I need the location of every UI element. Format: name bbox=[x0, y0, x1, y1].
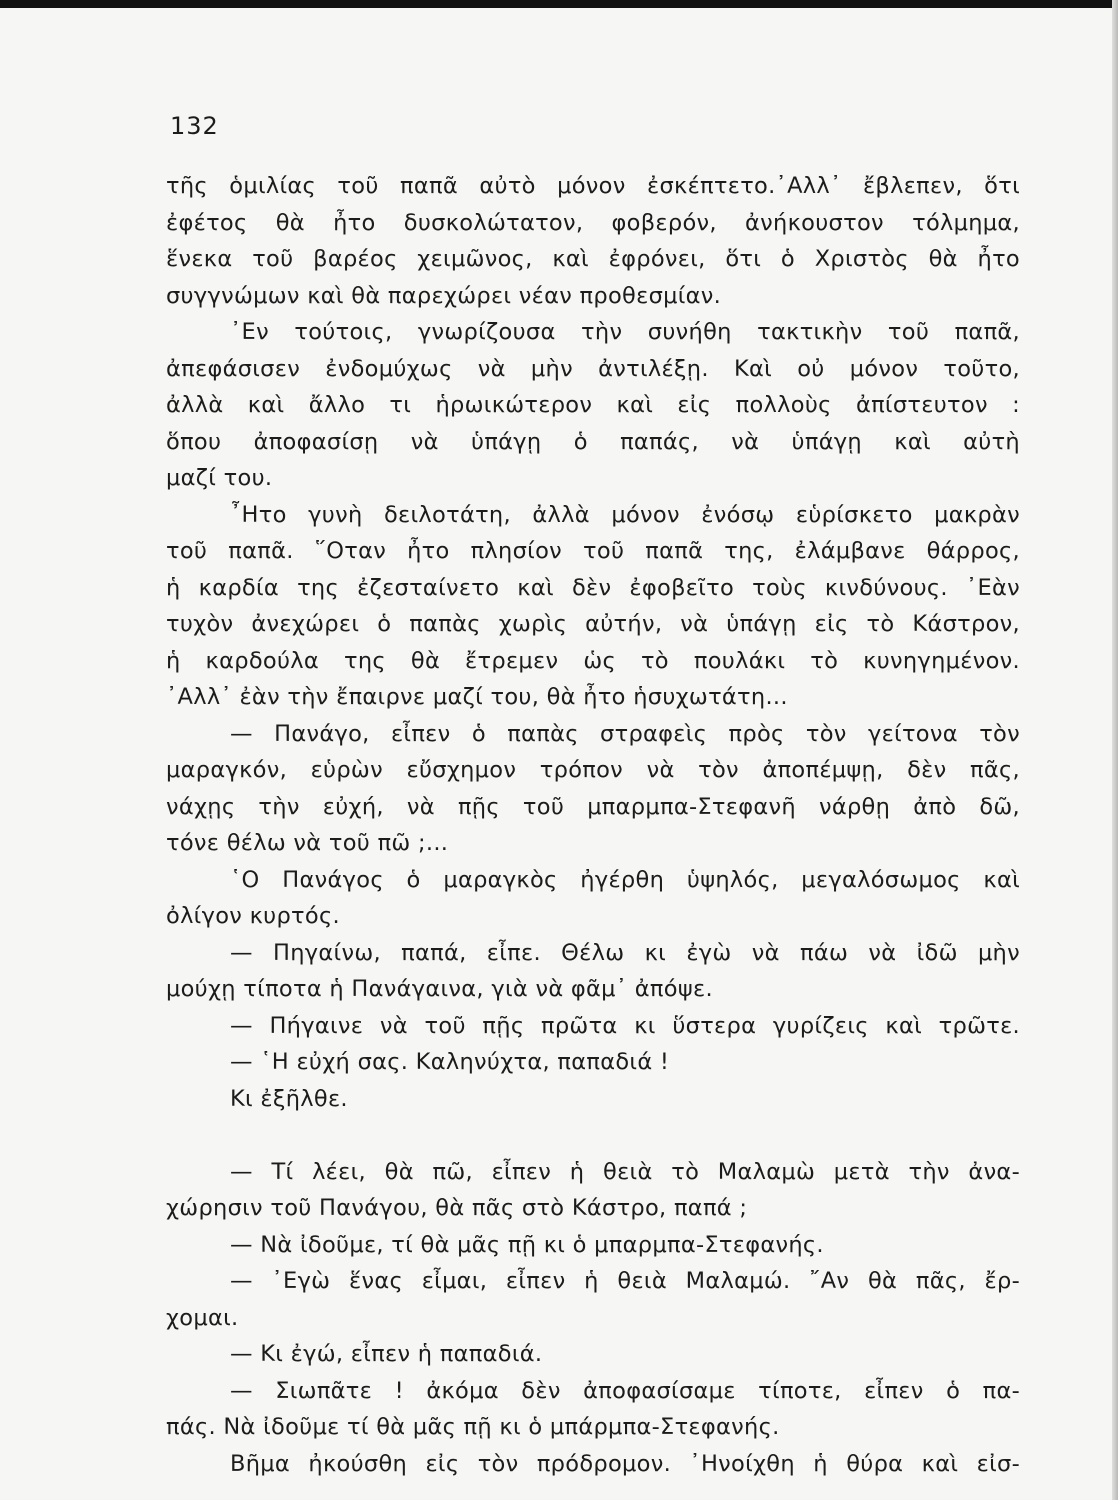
text-line: μούχῃ τίποτα ἡ Πανάγαινα, γιὰ νὰ φᾶμ᾿ ἀπόψε. bbox=[166, 976, 713, 1002]
text-line: — Τί λέει, θὰ πῶ, εἶπεν ἡ θειὰ τὸ Μαλαμὼ μετὰ τὴν ἀνα- bbox=[230, 1158, 1020, 1185]
text-line: ῾Ο Πανάγος ὁ μαραγκὸς ἠγέρθη ὑψηλός, μεγαλόσωμος καὶ bbox=[230, 866, 1020, 893]
text-line: — ᾿Εγὼ ἕνας εἶμαι, εἶπεν ἡ θειὰ Μαλαμώ. ῎Αν θὰ πᾶς, ἔρ- bbox=[230, 1268, 1020, 1294]
text-line: — Πήγαινε νὰ τοῦ πῇς πρῶτα κι ὕστερα γυρίζεις καὶ τρῶτε. bbox=[230, 1012, 1020, 1039]
text-line: ὅπου ἀποφασίσῃ νὰ ὑπάγῃ ὁ παπάς, νὰ ὑπάγῃ καὶ αὐτὴ bbox=[166, 428, 1020, 455]
page-binding-edge bbox=[1112, 0, 1118, 1500]
body-text bbox=[166, 168, 1020, 1482]
text-line: — Σιωπᾶτε ! ἀκόμα δὲν ἀποφασίσαμε τίποτε, εἶπεν ὁ πα- bbox=[230, 1377, 1020, 1404]
text-line: ἀπεφάσισεν ἐνδομύχως νὰ μὴν ἀντιλέξῃ. Καὶ οὐ μόνον τοῦτο, bbox=[166, 355, 1020, 382]
page-number: 132 bbox=[170, 112, 219, 140]
text-line: ἡ καρδούλα της θὰ ἔτρεμεν ὡς τὸ πουλάκι τὸ κυνηγημένον. bbox=[166, 647, 1020, 674]
text-line: ῏Ητο γυνὴ δειλοτάτη, ἀλλὰ μόνον ἐνόσῳ εὑρίσκετο μακρὰν bbox=[230, 501, 1020, 528]
text-line: μαζί του. bbox=[166, 465, 273, 491]
text-line: συγγνώμων καὶ θὰ παρεχώρει νέαν προθεσμίαν. bbox=[166, 282, 722, 309]
text-line: ᾿Αλλ᾿ ἐὰν τὴν ἔπαιρνε μαζί του, θὰ ἦτο ἡσυχωτάτη... bbox=[166, 684, 788, 710]
text-line: — Νὰ ἰδοῦμε, τί θὰ μᾶς πῇ κι ὁ μπαρμπα-Στεφανής. bbox=[230, 1231, 824, 1258]
text-line: Βῆμα ἠκούσθη εἰς τὸν πρόδρομον. ᾿Ηνοίχθη ἡ θύρα καὶ εἰσ- bbox=[230, 1450, 1020, 1477]
text-line: ἀλλὰ καὶ ἄλλο τι ἡρωικώτερον καὶ εἰς πολλοὺς ἀπίστευτον : bbox=[166, 392, 1020, 418]
text-line: ἐφέτος θὰ ἦτο δυσκολώτατον, φοβερόν, ἀνήκουστον τόλμημα, bbox=[166, 209, 1020, 236]
text-line: τυχὸν ἀνεχώρει ὁ παπὰς χωρὶς αὐτήν, νὰ ὑπάγῃ εἰς τὸ Κάστρον, bbox=[166, 611, 1020, 637]
text-line: ᾿Εν τούτοις, γνωρίζουσα τὴν συνήθη τακτικὴν τοῦ παπᾶ, bbox=[230, 319, 1020, 345]
text-line: τῆς ὁμιλίας τοῦ παπᾶ αὐτὸ μόνον ἐσκέπτετο.᾿Αλλ᾿ ἔβλεπεν, ὅτι bbox=[166, 173, 1020, 199]
text-line: — Πηγαίνω, παπά, εἶπε. Θέλω κι ἐγὼ νὰ πάω νὰ ἰδῶ μὴν bbox=[230, 939, 1020, 966]
section-break bbox=[166, 1117, 1020, 1154]
text-line: — ῾Η εὐχή σας. Καληνύχτα, παπαδιά ! bbox=[230, 1049, 670, 1075]
text-line: — Πανάγο, εἶπεν ὁ παπὰς στραφεὶς πρὸς τὸν γείτονα τὸν bbox=[230, 720, 1020, 747]
text-line: πάς. Νὰ ἰδοῦμε τί θὰ μᾶς πῇ κι ὁ μπάρμπα-Στεφανής. bbox=[166, 1414, 780, 1440]
page-top-edge bbox=[0, 0, 1118, 8]
text-line: — Κι ἐγώ, εἶπεν ἡ παπαδιά. bbox=[230, 1341, 543, 1367]
text-line: ἕνεκα τοῦ βαρέος χειμῶνος, καὶ ἐφρόνει, ὅτι ὁ Χριστὸς θὰ ἦτο bbox=[166, 246, 1020, 272]
text-line: ὀλίγον κυρτός. bbox=[166, 903, 340, 929]
text-line: ἡ καρδία της ἐζεσταίνετο καὶ δὲν ἐφοβεῖτο τοὺς κινδύνους. ᾿Εὰν bbox=[166, 574, 1020, 601]
text-line: τοῦ παπᾶ. ῞Οταν ἦτο πλησίον τοῦ παπᾶ της, ἐλάμβανε θάρρος, bbox=[166, 538, 1020, 564]
text-line: χώρησιν τοῦ Πανάγου, θὰ πᾶς στὸ Κάστρο, παπά ; bbox=[166, 1195, 748, 1221]
text-line: Κι ἐξῆλθε. bbox=[230, 1085, 348, 1112]
text-line: τόνε θέλω νὰ τοῦ πῶ ;... bbox=[166, 830, 449, 856]
text-line: νάχῃς τὴν εὐχή, νὰ πῇς τοῦ μπαρμπα-Στεφανῆ νάρθῃ ἀπὸ δῶ, bbox=[166, 793, 1020, 820]
text-line: χομαι. bbox=[166, 1304, 239, 1331]
text-line: μαραγκόν, εὑρὼν εὔσχημον τρόπον νὰ τὸν ἀποπέμψῃ, δὲν πᾶς, bbox=[166, 757, 1020, 783]
